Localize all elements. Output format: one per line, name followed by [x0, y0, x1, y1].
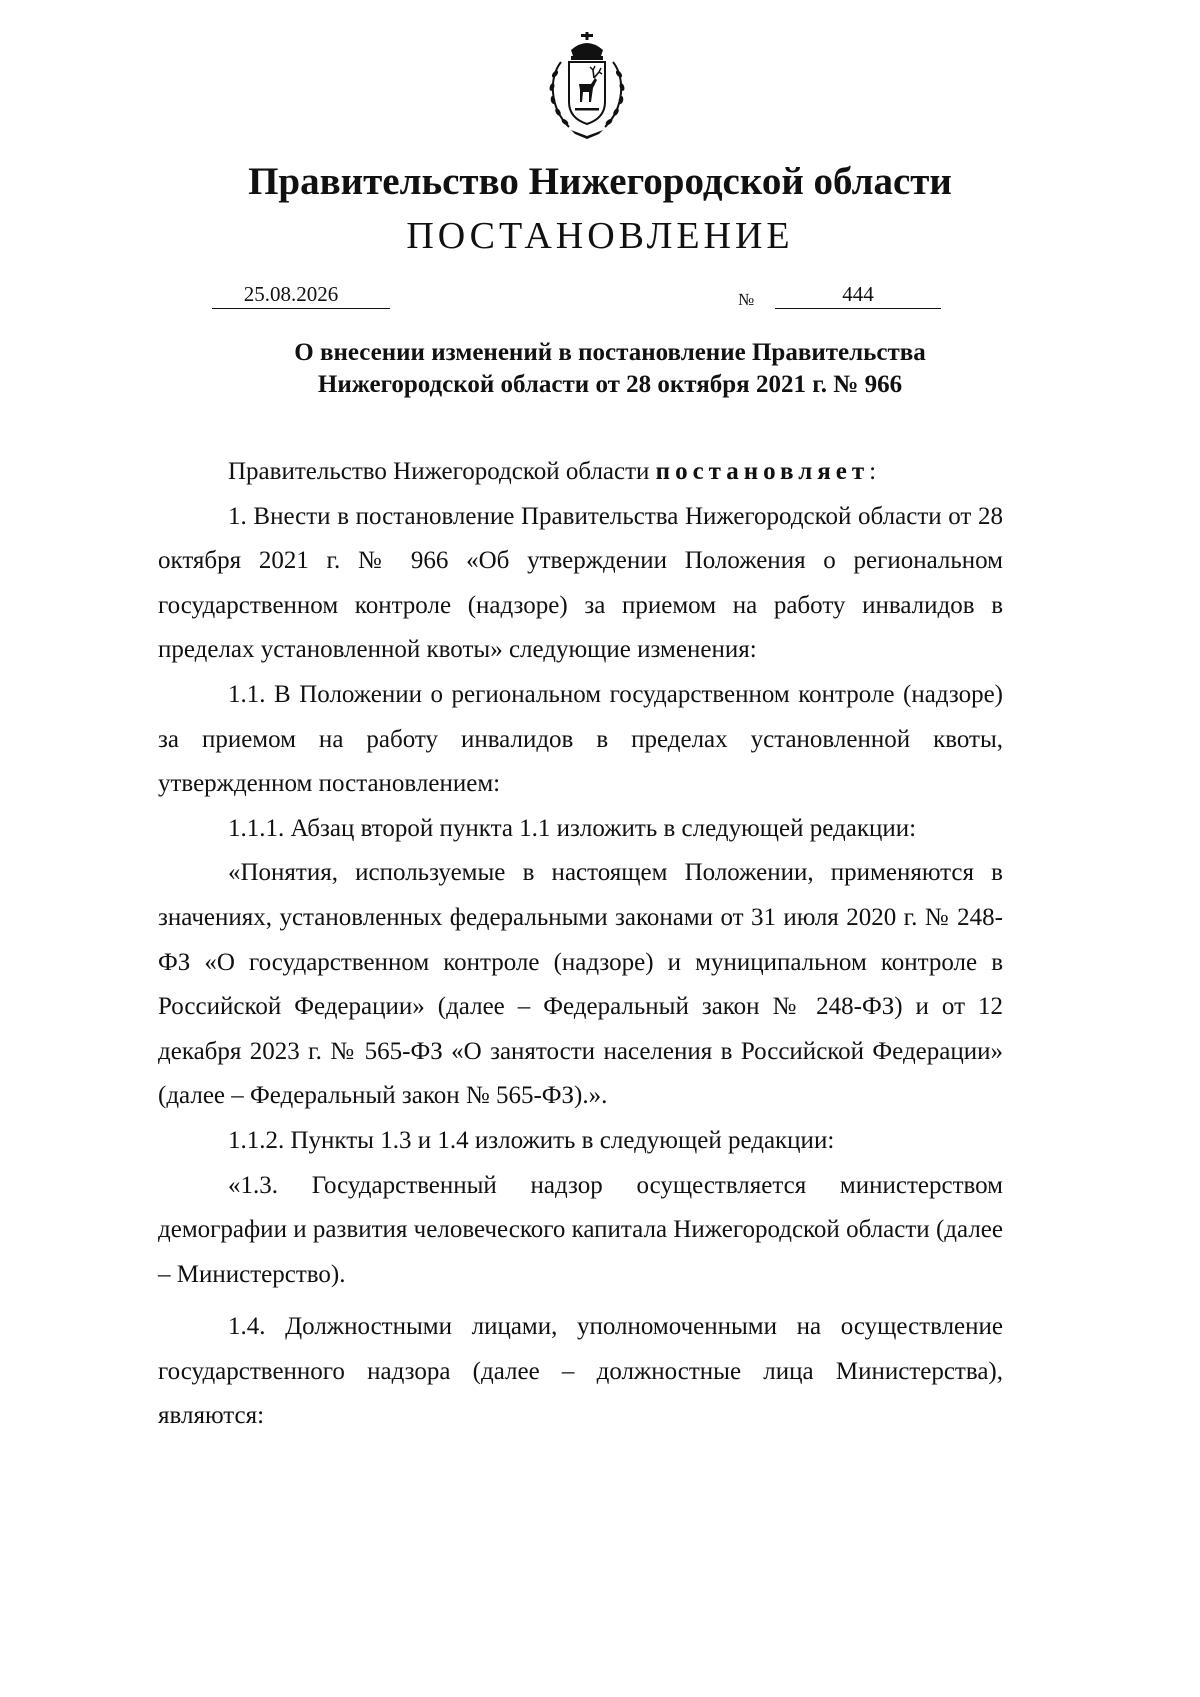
- document-date: 25.08.2026: [212, 280, 390, 309]
- paragraph-1-1-2: 1.1.2. Пункты 1.3 и 1.4 изложить в следующей редакции:: [228, 1126, 835, 1154]
- coat-of-arms-icon: [541, 32, 633, 140]
- paragraph-1-1: 1.1. В Положении о региональном государственном контроле (надзоре) за приемом на работу инвалидов в пределах установленной квоты, утвержденном постановлением:: [158, 680, 1003, 798]
- organization-title: Правительство Нижегородской области: [248, 160, 952, 203]
- preamble-paragraph: [158, 450, 1003, 495]
- document-type: ПОСТАНОВЛЕНИЕ: [406, 215, 794, 257]
- preamble-verb: постановляет: [655, 458, 870, 485]
- subject-line-1: О внесении изменений в постановление Правительства: [294, 339, 926, 366]
- preamble-colon: :: [869, 458, 877, 485]
- document-number: 444: [775, 280, 941, 309]
- paragraph-1-3: «1.3. Государственный надзор осуществляется министерством демографии и развития человеческого капитала Нижегородской области (далее – Министерство).: [158, 1171, 1003, 1288]
- preamble-text: Правительство Нижегородской области: [228, 458, 656, 485]
- paragraph-1-1-1: 1.1.1. Абзац второй пункта 1.1 изложить в следующей редакции:: [228, 814, 917, 842]
- document-body: [158, 450, 1003, 1439]
- subject-line-2: Нижегородской области от 28 октября 2021 г. № 966: [317, 371, 903, 398]
- document-number-label: №: [738, 290, 755, 309]
- document-subject: [180, 337, 1040, 401]
- paragraph-definitions: «Понятия, используемые в настоящем Положении, применяются в значениях, установленных федеральными законами от 31 июля 2020 г. № 248-ФЗ «О государственном контроле (надзоре) и муниципальном контроле в Российской Федерации» (далее – Федеральный закон № 248-ФЗ) и от 12 декабря 2023 г. № 565-ФЗ «О занятости населения в Российской Федерации» (далее – Федеральный закон № 565-ФЗ).».: [158, 859, 1003, 1110]
- paragraph-1: 1. Внести в постановление Правительства Нижегородской области от 28 октября 2021 г. № 966 «Об утверждении Положения о региональном государственном контроле (надзоре) за приемом на работу инвалидов в пределах установленной квоты» следующие изменения:: [158, 502, 1003, 664]
- paragraph-1-4: 1.4. Должностными лицами, уполномоченными на осуществление государственного надзора (далее – должностные лица Министерства), являются:: [158, 1313, 1003, 1430]
